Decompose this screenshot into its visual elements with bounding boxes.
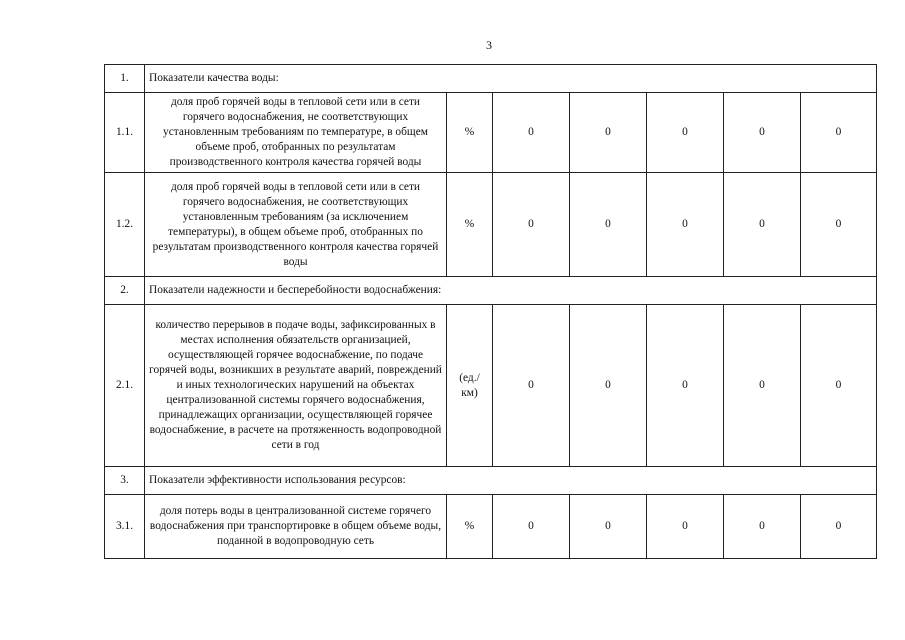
- row-value: 0: [493, 305, 570, 467]
- section-row: [105, 467, 877, 495]
- row-value: 0: [724, 173, 801, 277]
- section-number: 1.: [105, 65, 145, 93]
- row-value: 0: [724, 305, 801, 467]
- row-value: 0: [647, 495, 724, 559]
- row-unit: (ед./км): [447, 305, 493, 467]
- row-value: 0: [493, 93, 570, 173]
- row-unit: %: [447, 495, 493, 559]
- row-value: 0: [801, 495, 877, 559]
- row-number: 1.2.: [105, 173, 145, 277]
- row-value: 0: [570, 305, 647, 467]
- row-value: 0: [493, 173, 570, 277]
- row-value: 0: [493, 495, 570, 559]
- row-value: 0: [570, 93, 647, 173]
- row-unit: %: [447, 173, 493, 277]
- section-row: [105, 65, 877, 93]
- section-number: 2.: [105, 277, 145, 305]
- row-description: доля потерь воды в централизованной системе горячего водоснабжения при транспортировке в общем объеме воды, поданной в водопроводную сеть: [145, 495, 447, 559]
- row-description: количество перерывов в подаче воды, зафиксированных в местах исполнения обязательств организацией, осуществляющей горячее водоснабжение, по подаче горячей воды, возникших в результате аварий, повреждений и иных технологических нарушений на объектах централизованной системы горячего водоснабжения, принадлежащих организации, осуществляющей горячее водоснабжение, в расчете на протяженность водопроводной сети в год: [145, 305, 447, 467]
- section-title: Показатели надежности и бесперебойности водоснабжения:: [145, 277, 877, 305]
- row-value: 0: [801, 305, 877, 467]
- row-value: 0: [801, 93, 877, 173]
- row-value: 0: [724, 93, 801, 173]
- section-row: [105, 277, 877, 305]
- row-value: 0: [801, 173, 877, 277]
- table-row: [105, 305, 877, 467]
- row-value: 0: [570, 495, 647, 559]
- table-row: [105, 93, 877, 173]
- section-title: Показатели качества воды:: [145, 65, 877, 93]
- page-number: 3: [486, 38, 492, 52]
- row-number: 3.1.: [105, 495, 145, 559]
- table-row: [105, 173, 877, 277]
- row-value: 0: [647, 305, 724, 467]
- table-row: [105, 495, 877, 559]
- row-value: 0: [647, 173, 724, 277]
- row-unit: %: [447, 93, 493, 173]
- row-description: доля проб горячей воды в тепловой сети или в сети горячего водоснабжения, не соответствующих установленным требованиям (за исключением температуры), в общем объеме проб, отобранных по результатам производственного контроля качества горячей воды: [145, 173, 447, 277]
- row-number: 2.1.: [105, 305, 145, 467]
- section-number: 3.: [105, 467, 145, 495]
- row-value: 0: [647, 93, 724, 173]
- row-value: 0: [724, 495, 801, 559]
- row-number: 1.1.: [105, 93, 145, 173]
- section-title: Показатели эффективности использования ресурсов:: [145, 467, 877, 495]
- indicators-table: [104, 64, 877, 559]
- row-value: 0: [570, 173, 647, 277]
- row-description: доля проб горячей воды в тепловой сети или в сети горячего водоснабжения, не соответствующих установленным требованиям по температуре, в общем объеме проб, отобранных по результатам производственного контроля качества горячей воды: [145, 93, 447, 173]
